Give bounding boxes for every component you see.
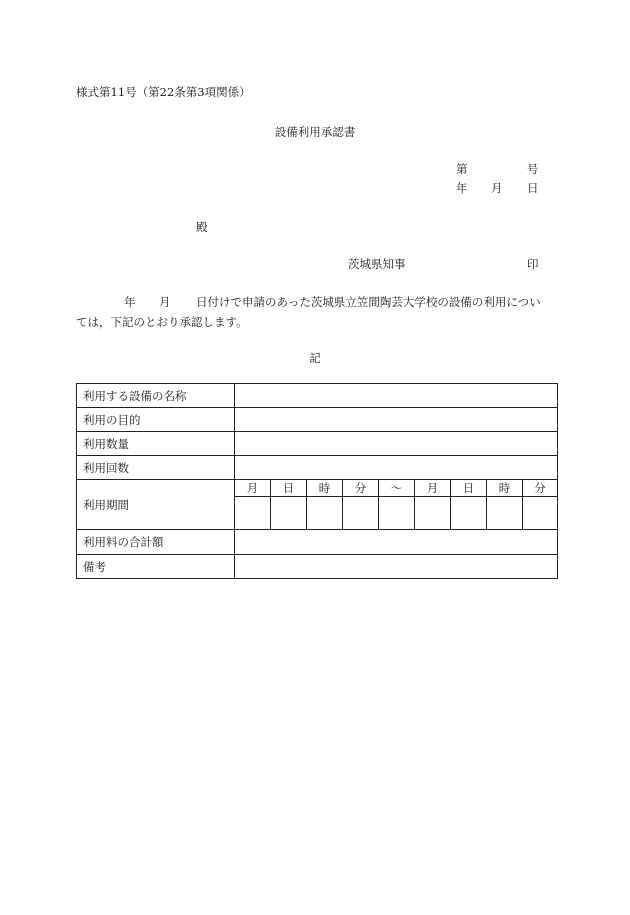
period-start-minute-value[interactable] — [343, 497, 379, 530]
fee-total-value[interactable] — [235, 530, 558, 555]
table-row — [77, 555, 558, 579]
doc-number-prefix: 第 — [456, 162, 468, 176]
row-label-equipment-name: 利用する設備の名称 — [77, 384, 235, 408]
period-start-minute-header: 分 — [343, 480, 379, 497]
row-label-remarks: 備考 — [77, 555, 235, 579]
ki-heading: 記 — [309, 351, 321, 365]
row-label-purpose: 利用の目的 — [77, 408, 235, 432]
period-end-month-header: 月 — [415, 480, 451, 497]
table-row — [77, 530, 558, 555]
table-row — [77, 384, 558, 408]
period-range-separator: 〜 — [379, 480, 415, 497]
form-number-label: 様式第11号（第22条第3項関係） — [76, 85, 251, 99]
table-row — [77, 480, 558, 497]
period-start-day-value[interactable] — [271, 497, 307, 530]
issuer-name: 茨城県知事 — [348, 257, 406, 271]
row-label-fee-total: 利用料の合計額 — [77, 530, 235, 555]
body-application-month: 月 — [159, 295, 171, 309]
body-text-line2: ては，下記のとおり承認します。 — [76, 315, 248, 329]
issue-date-month: 月 — [491, 181, 503, 195]
body-application-year: 年 — [124, 295, 136, 309]
period-start-month-value[interactable] — [235, 497, 271, 530]
period-start-month-header: 月 — [235, 480, 271, 497]
addressee-honorific: 殿 — [196, 220, 208, 234]
period-end-day-value[interactable] — [451, 497, 487, 530]
quantity-value[interactable] — [235, 432, 558, 456]
row-label-quantity: 利用数量 — [77, 432, 235, 456]
doc-number-suffix: 号 — [527, 162, 539, 176]
row-label-period: 利用期間 — [77, 480, 235, 530]
issue-date-year: 年 — [456, 181, 468, 195]
period-end-hour-value[interactable] — [487, 497, 523, 530]
period-start-day-header: 日 — [271, 480, 307, 497]
table-row — [77, 432, 558, 456]
seal-mark: 印 — [527, 257, 539, 271]
table-row — [77, 456, 558, 480]
remarks-value[interactable] — [235, 555, 558, 579]
row-label-count: 利用回数 — [77, 456, 235, 480]
period-end-hour-header: 時 — [487, 480, 523, 497]
count-value[interactable] — [235, 456, 558, 480]
period-end-month-value[interactable] — [415, 497, 451, 530]
usage-details-table — [76, 383, 558, 579]
period-separator-cell — [379, 497, 415, 530]
period-start-hour-value[interactable] — [307, 497, 343, 530]
period-start-hour-header: 時 — [307, 480, 343, 497]
period-end-minute-value[interactable] — [523, 497, 558, 530]
body-text-line1: 日付けで申請のあった茨城県立笠間陶芸大学校の設備の利用につい — [196, 295, 541, 309]
issue-date-day: 日 — [527, 181, 539, 195]
table-row — [77, 408, 558, 432]
period-end-day-header: 日 — [451, 480, 487, 497]
document-title: 設備利用承認書 — [274, 125, 356, 139]
equipment-name-value[interactable] — [235, 384, 558, 408]
period-end-minute-header: 分 — [523, 480, 558, 497]
purpose-value[interactable] — [235, 408, 558, 432]
